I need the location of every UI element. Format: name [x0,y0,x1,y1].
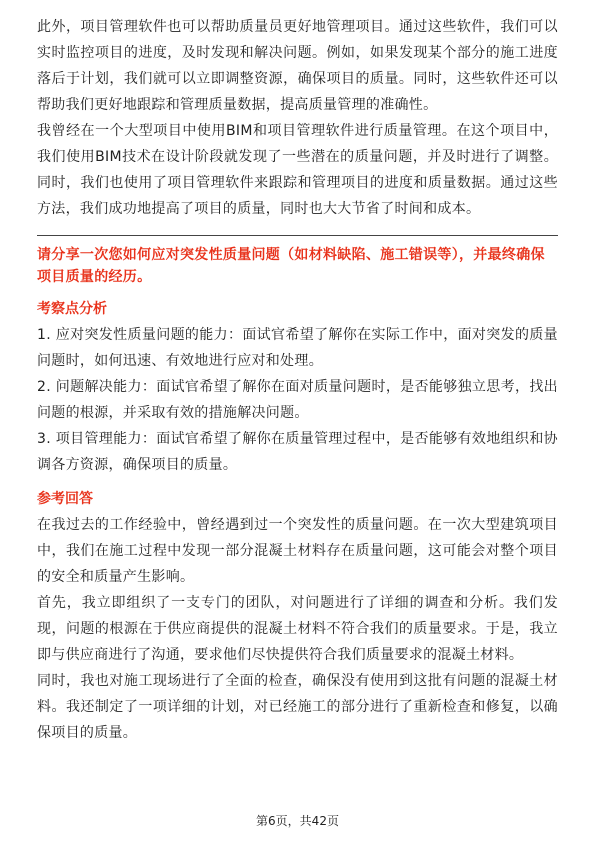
page-number: 第6页，共42页 [256,814,339,828]
analysis-item: 1. 应对突发性质量问题的能力：面试官希望了解你在实际工作中，面对突发的质量问题时，如何迅速、有效地进行应对和处理。 [37,327,558,369]
document-page [37,14,558,746]
section-divider [37,235,558,236]
analysis-item: 2. 问题解决能力：面试官希望了解你在面对质量问题时，是否能够独立思考，找出问题的根源，并采取有效的措施解决问题。 [37,379,558,421]
analysis-item: 3. 项目管理能力：面试官希望了解你在质量管理过程中，是否能够有效地组织和协调各方资源，确保项目的质量。 [37,431,558,473]
intro-paragraph: 此外，项目管理软件也可以帮助质量员更好地管理项目。通过这些软件，我们可以实时监控项目的进度，及时发现和解决问题。例如，如果发现某个部分的施工进度落后于计划，我们就可以立即调整资源，确保项目的质量。同时，这些软件还可以帮助我们更好地跟踪和管理质量数据，提高质量管理的准确性。 [37,19,558,113]
analysis-heading: 考察点分析 [37,301,107,317]
answer-paragraph: 同时，我也对施工现场进行了全面的检查，确保没有使用到这批有问题的混凝土材料。我还制定了一项详细的计划，对已经施工的部分进行了重新检查和修复，以确保项目的质量。 [37,673,558,741]
intro-paragraph: 我曾经在一个大型项目中使用BIM和项目管理软件进行质量管理。在这个项目中，我们使用BIM技术在设计阶段就发现了一些潜在的质量问题，并及时进行了调整。同时，我们也使用了项目管理软件来跟踪和管理项目的进度和质量数据。通过这些方法，我们成功地提高了项目的质量，同时也大大节省了时间和成本。 [37,123,558,217]
answer-paragraph: 首先，我立即组织了一支专门的团队，对问题进行了详细的调查和分析。我们发现，问题的根源在于供应商提供的混凝土材料不符合我们的质量要求。于是，我立即与供应商进行了沟通，要求他们尽快提供符合我们质量要求的混凝土材料。 [37,595,558,663]
interview-question: 请分享一次您如何应对突发性质量问题（如材料缺陷、施工错误等），并最终确保项目质量的经历。 [37,247,545,285]
answer-heading: 参考回答 [37,491,93,507]
answer-paragraph: 在我过去的工作经验中，曾经遇到过一个突发性的质量问题。在一次大型建筑项目中，我们在施工过程中发现一部分混凝土材料存在质量问题，这可能会对整个项目的安全和质量产生影响。 [37,517,558,585]
